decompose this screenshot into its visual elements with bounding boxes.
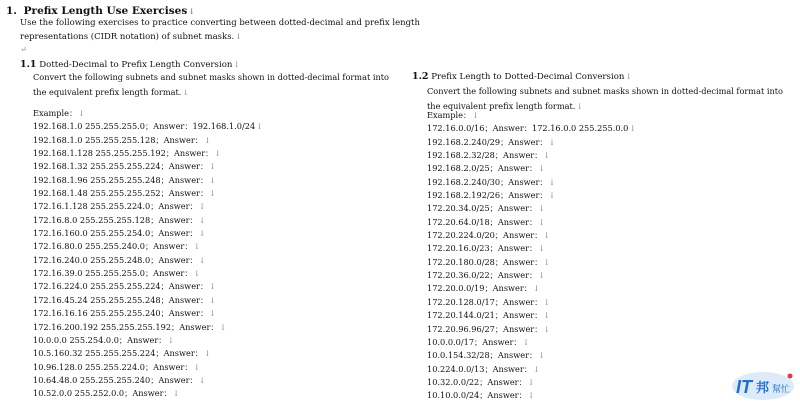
- paragraph-mark-icon: ↓: [198, 215, 206, 225]
- exercise-text: 172.16.1.128 255.255.224.0；Answer：: [33, 201, 198, 212]
- exercise-item: [427, 202, 636, 215]
- exercise-item: [33, 120, 263, 133]
- paragraph-mark-icon: ↓: [538, 351, 545, 361]
- paragraph-mark-icon: ↓: [538, 217, 545, 227]
- exercise-text: 10.224.0.0/13；Answer：: [427, 363, 532, 374]
- exercise-text: 10.52.0.0 255.252.0.0；Answer：: [33, 388, 172, 399]
- paragraph-mark-icon: ↓: [527, 391, 535, 401]
- exercise-item: [33, 361, 263, 374]
- svg-text:IT: IT: [736, 377, 752, 397]
- exercise-item: [427, 229, 636, 242]
- section-description: [33, 70, 398, 100]
- exercise-text: 172.16.0.0/16；Answer：172.16.0.0 255.255.0.0: [427, 123, 629, 134]
- exercise-text: 10.64.48.0 255.255.255.240；Answer：: [33, 374, 198, 385]
- paragraph-mark-icon: ↓: [543, 297, 551, 307]
- exercise-text: 172.20.36.0/22；Answer：: [427, 270, 538, 281]
- exercise-item: [33, 294, 263, 307]
- paragraph-mark-icon: ↓: [78, 109, 85, 118]
- exercise-item: [33, 387, 263, 400]
- exercise-item: [427, 363, 636, 376]
- exercise-text: 172.20.180.0/28；Answer：: [427, 256, 543, 267]
- paragraph-mark-icon: ↓: [209, 309, 216, 319]
- paragraph-mark-icon: ↓: [543, 324, 551, 334]
- exercise-text: 172.20.16.0/23；Answer：: [427, 243, 538, 254]
- exercise-text: 172.16.45.24 255.255.255.248；Answer：: [33, 294, 209, 305]
- paragraph-mark-icon: ↓: [193, 362, 201, 372]
- paragraph-mark-icon: ↓: [214, 149, 222, 159]
- paragraph-mark-icon: ↓: [256, 122, 263, 132]
- exercise-item: [33, 174, 263, 187]
- exercise-item: [33, 160, 263, 173]
- exercise-item: [33, 347, 263, 360]
- exercise-list-right: [427, 109, 636, 403]
- paragraph-mark-icon: ↓: [203, 349, 211, 359]
- exercise-item: [33, 134, 263, 147]
- paragraph-mark-icon: ↓: [538, 271, 545, 281]
- paragraph-mark-icon: ↓: [543, 231, 551, 241]
- exercise-text: 192.168.2.240/30；Answer：: [427, 176, 548, 187]
- paragraph-mark-icon: ↓: [532, 284, 540, 294]
- paragraph-mark-icon: ↓: [209, 189, 216, 199]
- exercise-item: [427, 162, 636, 175]
- blank-line-mark-icon: ↵: [20, 45, 27, 54]
- paragraph-mark-icon: ↓: [182, 88, 190, 97]
- exercise-text: 192.168.2.0/25；Answer：: [427, 163, 538, 174]
- exercise-text: 192.168.2.32/28；Answer：: [427, 150, 543, 161]
- exercise-item: [33, 227, 263, 240]
- heading-number: 1.: [6, 5, 17, 17]
- exercise-text: 10.96.128.0 255.255.224.0；Answer：: [33, 361, 193, 372]
- paragraph-mark-icon: ↓: [548, 191, 556, 201]
- exercise-text: Example：: [427, 110, 472, 120]
- exercise-text: 10.0.0.0/17；Answer：: [427, 336, 522, 347]
- exercise-item: [427, 336, 636, 349]
- exercise-text: 192.168.1.0 255.255.255.0；Answer：192.168.1.0/24: [33, 121, 256, 132]
- paragraph-mark-icon: ↓: [543, 151, 551, 161]
- exercise-item: [427, 136, 636, 149]
- exercise-text: 172.20.0.0/19；Answer：: [427, 283, 532, 294]
- exercise-text: 172.16.160.0 255.255.254.0；Answer：: [33, 228, 198, 239]
- exercise-item: [427, 323, 636, 336]
- paragraph-mark-icon: ↓: [472, 111, 479, 120]
- exercise-item: [33, 374, 263, 387]
- exercise-item: [33, 240, 263, 253]
- paragraph-mark-icon: ↓: [198, 255, 206, 265]
- exercise-item: [427, 189, 636, 202]
- document-heading: [6, 5, 195, 17]
- paragraph-mark-icon: ↓: [538, 204, 545, 214]
- intro-text: representations (CIDR notation) of subnet masks.: [20, 32, 235, 42]
- section-title-prefix-to-dotted: [412, 71, 632, 82]
- paragraph-mark-icon: ↓: [209, 162, 216, 172]
- exercise-item: [427, 216, 636, 229]
- exercise-item: [33, 187, 263, 200]
- exercise-item: [427, 309, 636, 322]
- exercise-text: 172.16.200.192 255.255.255.192；Answer：: [33, 321, 219, 332]
- exercise-item: [427, 282, 636, 295]
- exercise-text: 10.5.160.32 255.255.255.224；Answer：: [33, 348, 203, 359]
- exercise-item: [427, 296, 636, 309]
- exercise-item: [33, 254, 263, 267]
- exercise-text: 10.0.0.0 255.254.0.0；Answer：: [33, 334, 167, 345]
- exercise-item: [33, 280, 263, 293]
- exercise-item: [427, 176, 636, 189]
- paragraph-mark-icon: ↓: [233, 60, 241, 69]
- exercise-text: 192.168.1.48 255.255.255.252；Answer：: [33, 188, 209, 199]
- exercise-text: 192.168.1.32 255.255.255.224；Answer：: [33, 161, 209, 172]
- section-number: 1.1: [20, 59, 37, 70]
- exercise-text: 172.16.80.0 255.255.240.0；Answer：: [33, 241, 193, 252]
- exercise-item: [427, 256, 636, 269]
- paragraph-mark-icon: ↓: [219, 322, 227, 332]
- svg-text:幫忙: 幫忙: [772, 385, 791, 395]
- section-title-text: Prefix Length to Dotted-Decimal Conversion: [431, 72, 625, 82]
- exercise-text: 192.168.2.192/26；Answer：: [427, 190, 548, 201]
- exercise-item: [427, 122, 636, 135]
- exercise-item: [33, 267, 263, 280]
- paragraph-mark-icon: ↓: [209, 175, 216, 185]
- paragraph-mark-icon: ↓: [198, 202, 206, 212]
- exercise-item: [33, 321, 263, 334]
- intro-line: [20, 32, 242, 42]
- paragraph-mark-icon: ↓: [198, 375, 206, 385]
- paragraph-mark-icon: ↓: [209, 295, 216, 305]
- exercise-item: [33, 147, 263, 160]
- section-description-text: Convert the following subnets and subnet masks shown in dotted-decimal format into the equivalent prefix length format.: [427, 86, 783, 111]
- paragraph-mark-icon: ↓: [522, 337, 530, 347]
- exercise-text: 172.20.34.0/25；Answer：: [427, 203, 538, 214]
- section-title-dotted-to-prefix: [20, 59, 240, 70]
- paragraph-mark-icon: ↓: [629, 124, 637, 134]
- paragraph-mark-icon: ↓: [625, 72, 633, 81]
- paragraph-mark-icon: ↓: [543, 311, 551, 321]
- exercise-text: 172.20.128.0/17；Answer：: [427, 296, 543, 307]
- paragraph-mark-icon: ↓: [527, 377, 535, 387]
- exercise-text: 172.16.16.16 255.255.255.240；Answer：: [33, 308, 209, 319]
- exercise-list-left: [33, 107, 263, 401]
- exercise-item: [427, 349, 636, 362]
- exercise-text: 192.168.1.128 255.255.255.192；Answer：: [33, 148, 214, 159]
- paragraph-mark-icon: ↓: [193, 269, 201, 279]
- intro-line: [20, 18, 420, 28]
- intro-text: Use the following exercises to practice converting between dotted-decimal and prefix length: [20, 18, 420, 28]
- paragraph-mark-icon: ↓: [532, 364, 540, 374]
- exercise-text: 172.16.8.0 255.255.255.128；Answer：: [33, 214, 198, 225]
- exercise-item: [427, 149, 636, 162]
- exercise-text: 10.0.154.32/28；Answer：: [427, 350, 538, 361]
- paragraph-mark-icon: ↓: [548, 137, 556, 147]
- exercise-text: 172.20.64.0/18；Answer：: [427, 216, 538, 227]
- svg-text:邦: 邦: [756, 381, 770, 396]
- section-title-text: Dotted-Decimal to Prefix Length Conversion: [39, 60, 233, 70]
- paragraph-mark-icon: ↓: [543, 257, 551, 267]
- paragraph-mark-icon: ↓: [193, 242, 201, 252]
- exercise-text: 192.168.1.0 255.255.255.128；Answer：: [33, 134, 203, 145]
- exercise-text: Example：: [33, 108, 78, 118]
- exercise-text: 172.20.96.96/27；Answer：: [427, 323, 543, 334]
- paragraph-mark-icon: ↓: [172, 389, 180, 399]
- exercise-item: [427, 242, 636, 255]
- exercise-text: 10.10.0.0/24；Answer：: [427, 390, 527, 401]
- exercise-item: [427, 376, 636, 389]
- exercise-item: [33, 307, 263, 320]
- exercise-text: 172.20.224.0/20；Answer：: [427, 230, 543, 241]
- paragraph-mark-icon: ↓: [203, 135, 211, 145]
- paragraph-mark-icon: ↓: [167, 335, 175, 345]
- exercise-text: 10.32.0.0/22；Answer：: [427, 376, 527, 387]
- example-label: [427, 109, 636, 122]
- section-number: 1.2: [412, 71, 429, 82]
- exercise-text: 172.20.144.0/21；Answer：: [427, 310, 543, 321]
- paragraph-mark-icon: ↓: [209, 282, 216, 292]
- exercise-text: 192.168.1.96 255.255.255.248；Answer：: [33, 174, 209, 185]
- exercise-item: [33, 334, 263, 347]
- heading-title: Prefix Length Use Exercises: [23, 5, 188, 17]
- exercise-text: 172.16.39.0 255.255.255.0；Answer：: [33, 268, 193, 279]
- exercise-text: 172.16.224.0 255.255.255.224；Answer：: [33, 281, 209, 292]
- exercise-item: [427, 269, 636, 282]
- example-label: [33, 107, 263, 120]
- paragraph-mark-icon: ↓: [576, 102, 584, 111]
- exercise-text: 192.168.2.240/29；Answer：: [427, 136, 548, 147]
- exercise-item: [427, 389, 636, 402]
- paragraph-mark-icon: ↓: [198, 229, 206, 239]
- exercise-item: [33, 200, 263, 213]
- ithome-logo: [730, 370, 798, 402]
- exercise-text: 172.16.240.0 255.255.248.0；Answer：: [33, 254, 198, 265]
- paragraph-mark-icon: ↓: [538, 244, 545, 254]
- section-description-text: Convert the following subnets and subnet masks shown in dotted-decimal format into the equivalent prefix length format.: [33, 72, 389, 97]
- paragraph-mark-icon: ↓: [548, 177, 556, 187]
- exercise-item: [33, 214, 263, 227]
- paragraph-mark-icon: ↓: [188, 6, 195, 16]
- paragraph-mark-icon: ↓: [538, 164, 545, 174]
- paragraph-mark-icon: ↓: [235, 32, 242, 41]
